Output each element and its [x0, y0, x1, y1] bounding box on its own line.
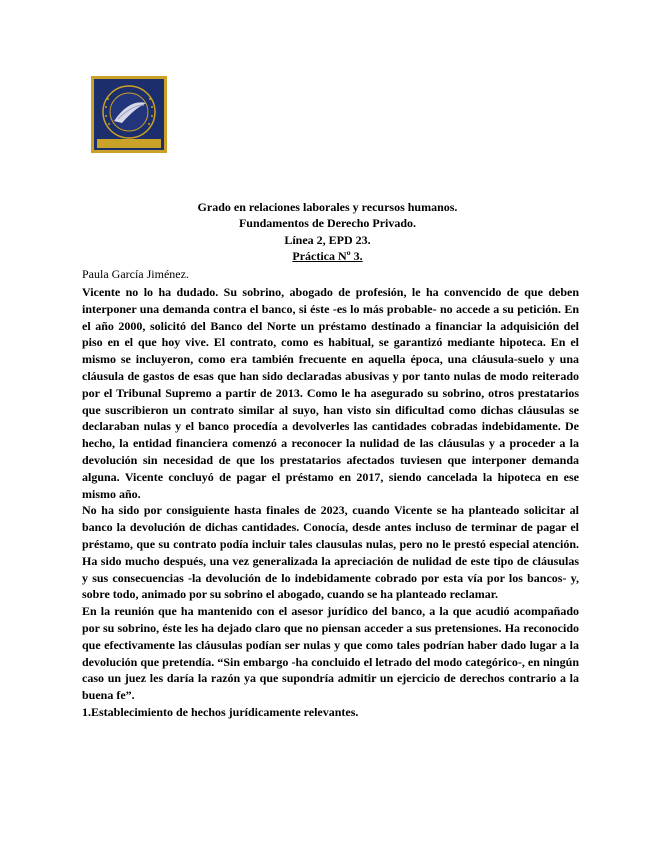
- course-title: Grado en relaciones laborales y recursos humanos.: [197, 200, 458, 214]
- section-heading: 1.Establecimiento de hechos jurídicamente relevantes.: [82, 704, 359, 719]
- practice-title: Práctica Nº 3.: [292, 249, 363, 263]
- author-name: Paula García Jiménez.: [82, 267, 189, 281]
- university-seal-icon: [94, 79, 164, 150]
- document-body: [82, 284, 579, 721]
- paragraph: En la reunión que ha mantenido con el asesor jurídico del banco, a la que acudió acompañado por su sobrino, éste les ha dejado claro que no piensan acceder a sus pretensiones. Ha reconocido que efectivamente las cláusulas podían ser nulas y que como tales podrían haber dado lugar a la devolución que pretendía. “Sin embargo -ha concluido el letrado del modo categórico-, en ningún caso un juez les daría la razón ya que supondría admitir un ejercicio de derechos contrario a la buena fe”.: [82, 604, 579, 703]
- group-line: Línea 2, EPD 23.: [284, 233, 371, 247]
- paragraph: Vicente no lo ha dudado. Su sobrino, abogado de profesión, le ha convencido de que deben interponer una demanda contra el banco, si éste -es lo más probable- no accede a su petición. En el año 2000, solicitó del Banco del Norte un préstamo destinado a financiar la adquisición del piso en el que hoy vive. El contrato, como es habitual, se garantizó mediante hipoteca. En el mismo se incluyeron, como era también frecuente en aquella época, una cláusula-suelo y una cláusula de gastos de esas que han sido declaradas abusivas y por tanto nulas de modo reiterado por el Tribunal Supremo a partir de 2013. Como le ha asegurado su sobrino, otros prestatarios que suscribieron un contrato similar al suyo, han visto sin dificultad como dichas cláusulas se declaraban nulas y el banco procedía a devolverles las cantidades cobradas indebidamente. De hecho, la entidad financiera comenzó a reconocer la nulidad de las cláusulas y a proceder a la devolución sin necesidad de que los prestatarios afectados tuviesen que interponer demanda alguna. Vicente concluyó de pagar el préstamo en 2017, siendo cancelada la hipoteca en ese mismo año.: [82, 285, 579, 501]
- paragraph: No ha sido por consiguiente hasta finales de 2023, cuando Vicente se ha planteado solicitar al banco la devolución de dichas cantidades. Conocía, desde antes incluso de terminar de pagar el préstamo, que su contrato podía incluir tales clausulas nulas, pero no le prestó especial atención. Ha sido mucho después, una vez generalizada la apreciación de nulidad de este tipo de cláusulas y sus consecuencias -la devolución de lo indebidamente cobrado por esta vía por los bancos- y, sobre todo, animado por su sobrino el abogado, cuando se ha planteado reclamar.: [82, 503, 579, 602]
- university-logo: [91, 76, 167, 153]
- subject-title: Fundamentos de Derecho Privado.: [238, 216, 417, 230]
